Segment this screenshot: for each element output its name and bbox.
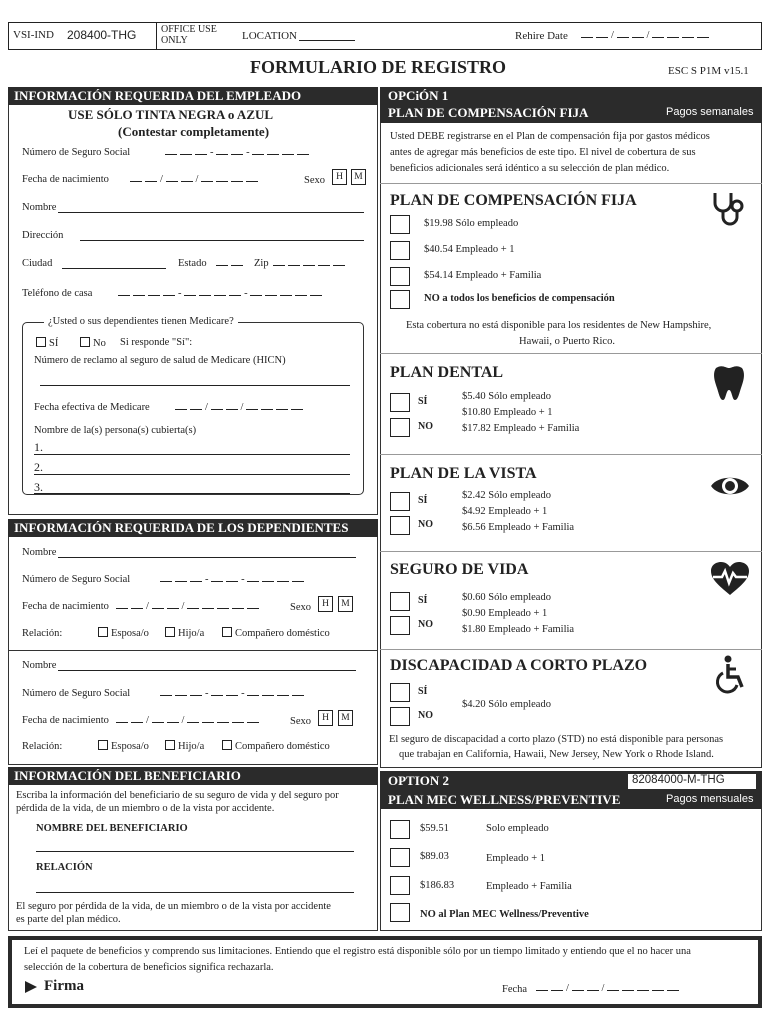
dep2-sex-m[interactable]: M xyxy=(338,710,353,726)
ink-instruction: USE SÓLO TINTA NEGRA o AZUL xyxy=(68,107,274,122)
option1-divider xyxy=(380,183,762,184)
option1-desc-3: beneficios adicionales será idéntico a su selección de plan médico. xyxy=(390,163,670,174)
location-label: LOCATION xyxy=(242,30,297,42)
fixed-plan-decline[interactable] xyxy=(390,290,410,309)
dep2-spouse[interactable] xyxy=(98,740,149,752)
dep1-sex-m[interactable]: M xyxy=(338,596,353,612)
std-yes[interactable] xyxy=(390,683,410,702)
employee-dob-label: Fecha de nacimiento xyxy=(22,174,109,185)
dep1-sex-h[interactable]: H xyxy=(318,596,333,612)
life-yes-label: SÍ xyxy=(418,595,428,606)
life-no-label: NO xyxy=(418,619,433,630)
mec-option-2[interactable] xyxy=(390,848,410,867)
mec-label-1: Solo empleado xyxy=(486,823,549,834)
dep2-child-label: Hijo/a xyxy=(178,741,205,752)
form-title: FORMULARIO DE REGISTRO xyxy=(250,57,507,77)
vsi-cell xyxy=(9,23,157,49)
medicare-hicn-label: Número de reclamo al seguro de salud de Medicare (HICN) xyxy=(34,355,286,366)
mec-price-3: $186.83 xyxy=(420,880,455,891)
office-only-label: ONLY xyxy=(161,35,188,46)
rehire-date-field[interactable]: / / xyxy=(581,29,712,41)
date-label: Fecha xyxy=(502,984,528,995)
fixed-divider xyxy=(380,353,762,354)
employee-zip-field[interactable] xyxy=(273,257,348,269)
beneficiary-relation-field[interactable] xyxy=(36,892,354,893)
std-no-label: NO xyxy=(418,710,433,721)
beneficiary-desc-1: Escriba la información del beneficiario de su seguro de vida y del seguro por xyxy=(16,790,339,801)
dep1-ssn-label: Número de Seguro Social xyxy=(22,574,131,585)
stethoscope-icon xyxy=(710,190,750,230)
beneficiary-relation-label: RELACIÓN xyxy=(36,862,93,873)
dental-title: PLAN DENTAL xyxy=(390,364,504,381)
employee-sex-h[interactable]: H xyxy=(332,169,347,185)
dep1-ssn-field[interactable]: - - xyxy=(160,573,307,585)
mec-decline-label: NO al Plan MEC Wellness/Preventive xyxy=(420,909,589,920)
beneficiary-name-field[interactable] xyxy=(36,851,354,852)
dep2-name-label: Nombre xyxy=(22,660,57,671)
dental-yes-label: SÍ xyxy=(418,396,428,407)
fixed-plan-option-1-label: $19.98 Sólo empleado xyxy=(424,218,519,229)
dep2-dob-label: Fecha de nacimiento xyxy=(22,715,109,726)
life-price-2: $0.90 Empleado + 1 xyxy=(462,608,548,619)
mec-label-3: Empleado + Familia xyxy=(486,881,572,892)
fixed-plan-option-3[interactable] xyxy=(390,267,410,286)
life-title: SEGURO DE VIDA xyxy=(390,561,529,578)
medicare-question: ¿Usted o sus dependientes tienen Medicare? xyxy=(44,316,238,327)
dependents-section xyxy=(8,537,378,765)
dep1-sexo-label: Sexo xyxy=(290,602,311,613)
rehire-label: Rehire Date xyxy=(515,30,568,42)
dep2-spouse-label: Esposa/o xyxy=(111,741,149,752)
dental-no-label: NO xyxy=(418,421,433,432)
vision-yes-label: SÍ xyxy=(418,495,428,506)
option2-bar xyxy=(380,771,762,809)
employee-bar: INFORMACIÓN REQUERIDA DEL EMPLEADO xyxy=(8,87,378,105)
employee-state-label: Estado xyxy=(178,258,207,269)
dep2-partner[interactable] xyxy=(222,740,330,752)
eye-icon xyxy=(710,472,750,500)
employee-address-label: Dirección xyxy=(22,230,64,241)
fixed-plan-title: PLAN DE COMPENSACIÓN FIJA xyxy=(390,192,637,209)
dep2-name-field[interactable] xyxy=(58,670,356,671)
employee-city-label: Ciudad xyxy=(22,258,53,269)
dental-price-1: $5.40 Sólo empleado xyxy=(462,391,551,402)
option1-desc-2: antes de agregar más beneficios de este tipo. El nivel de cobertura de sus xyxy=(390,147,696,158)
dependents-bar: INFORMACIÓN REQUERIDA DE LOS DEPENDIENTES xyxy=(8,519,378,537)
employee-name-label: Nombre xyxy=(22,202,57,213)
dep2-ssn-label: Número de Seguro Social xyxy=(22,688,131,699)
covered-person-1[interactable] xyxy=(34,454,350,455)
beneficiary-name-label: NOMBRE DEL BENEFICIARIO xyxy=(36,823,188,834)
employee-address-field[interactable] xyxy=(80,240,364,241)
dep2-ssn-field[interactable]: - - xyxy=(160,687,307,699)
beneficiary-note-1: El seguro por pérdida de la vida, de un miembro o de la vista por accidente xyxy=(16,901,331,912)
std-yes-label: SÍ xyxy=(418,686,428,697)
vision-price-3: $6.56 Empleado + Familia xyxy=(462,522,575,533)
signature-field[interactable] xyxy=(92,993,472,994)
beneficiary-bar: INFORMACIÓN DEL BENEFICIARIO xyxy=(8,767,378,785)
dep1-child[interactable] xyxy=(165,627,204,639)
covered-person-2[interactable] xyxy=(34,474,350,475)
beneficiary-note-2: es parte del plan médico. xyxy=(16,914,121,925)
medicare-effective-label: Fecha efectiva de Medicare xyxy=(34,402,150,413)
vision-price-1: $2.42 Sólo empleado xyxy=(462,490,551,501)
employee-dob-field[interactable]: / / xyxy=(130,173,261,185)
life-price-1: $0.60 Sólo empleado xyxy=(462,592,551,603)
life-yes[interactable] xyxy=(390,592,410,611)
employee-name-field[interactable] xyxy=(58,212,364,213)
employee-sexo-label: Sexo xyxy=(304,175,325,186)
fixed-plan-decline-label: NO a todos los beneficios de compensación xyxy=(424,293,615,304)
mec-option-1[interactable] xyxy=(390,820,410,839)
std-note-1: El seguro de discapacidad a corto plazo (STD) no está disponible para personas xyxy=(389,734,724,745)
medicare-covered-label: Nombre de la(s) persona(s) cubierta(s) xyxy=(34,425,197,436)
fixed-plan-note-2: Hawaii, o Puerto Rico. xyxy=(519,336,615,347)
covered-3-label: 3. xyxy=(34,480,43,494)
employee-ssn-field[interactable]: - - xyxy=(165,146,312,158)
mec-label-2: Empleado + 1 xyxy=(486,853,545,864)
life-no[interactable] xyxy=(390,616,410,635)
dental-yes[interactable] xyxy=(390,393,410,412)
medicare-no-label: No xyxy=(93,338,106,349)
dep1-spouse[interactable] xyxy=(98,627,149,639)
dep1-dob-field[interactable]: / / xyxy=(116,600,262,612)
dep1-dob-label: Fecha de nacimiento xyxy=(22,601,109,612)
fixed-plan-option-2-label: $40.54 Empleado + 1 xyxy=(424,244,515,255)
medicare-if-yes: Si responde "Sí": xyxy=(120,337,193,348)
mec-price-2: $89.03 xyxy=(420,851,449,862)
mec-price-1: $59.51 xyxy=(420,823,449,834)
std-title: DISCAPACIDAD A CORTO PLAZO xyxy=(390,657,648,674)
medicare-effective-field[interactable]: / / xyxy=(175,401,306,413)
employee-sex-m[interactable]: M xyxy=(351,169,366,185)
dep2-child[interactable] xyxy=(165,740,204,752)
covered-2-label: 2. xyxy=(34,460,43,474)
dep2-sexo-label: Sexo xyxy=(290,716,311,727)
vision-yes[interactable] xyxy=(390,492,410,511)
option1-title: PLAN DE COMPENSACIÓN FIJA xyxy=(388,105,589,120)
beneficiary-desc-2: pérdida de la vida, de un miembro o de la vista por accidente. xyxy=(16,803,275,814)
life-price-3: $1.80 Empleado + Familia xyxy=(462,624,575,635)
dep1-relation-label: Relación: xyxy=(22,628,63,639)
medicare-hicn-field[interactable] xyxy=(40,385,350,386)
date-field[interactable]: / / xyxy=(536,982,682,994)
dep1-name-label: Nombre xyxy=(22,547,57,558)
dep1-child-label: Hijo/a xyxy=(178,628,205,639)
employee-ssn-label: Número de Seguro Social xyxy=(22,147,131,158)
dep1-name-field[interactable] xyxy=(58,557,356,558)
dep2-partner-label: Compañero doméstico xyxy=(235,741,330,752)
dep1-spouse-label: Esposa/o xyxy=(111,628,149,639)
employee-city-field[interactable] xyxy=(62,268,166,269)
dependents-divider xyxy=(8,650,378,651)
vision-price-2: $4.92 Empleado + 1 xyxy=(462,506,548,517)
complete-instruction: (Contestar completamente) xyxy=(118,124,270,139)
mec-decline[interactable] xyxy=(390,903,410,922)
footer-text-1: Leí el paquete de beneficios y comprendo sus limitaciones. Entiendo que el registro está disponible sólo por un tiempo limitado y entiendo que el no hacer una xyxy=(24,946,691,957)
dental-price-2: $10.80 Empleado + 1 xyxy=(462,407,553,418)
option1-pay: Pagos semanales xyxy=(666,106,754,118)
wheelchair-icon xyxy=(714,655,748,695)
option1-bar xyxy=(380,87,762,123)
heart-pulse-icon xyxy=(710,561,750,597)
dental-divider xyxy=(380,454,762,455)
option1-label: OPCiÓN 1 xyxy=(388,88,449,103)
covered-1-label: 1. xyxy=(34,440,43,454)
play-arrow-icon xyxy=(24,980,38,994)
fixed-plan-option-1[interactable] xyxy=(390,215,410,234)
fixed-plan-note-1: Esta cobertura no está disponible para los residentes de New Hampshire, xyxy=(406,320,712,331)
header-code2: 208400-THG xyxy=(67,28,137,42)
fixed-plan-option-2[interactable] xyxy=(390,241,410,260)
dental-no[interactable] xyxy=(390,418,410,437)
option2-title: PLAN MEC WELLNESS/PREVENTIVE xyxy=(388,792,621,807)
form-code: ESC S P1M v15.1 xyxy=(668,65,749,77)
vision-no[interactable] xyxy=(390,516,410,535)
employee-state-field[interactable] xyxy=(216,257,246,269)
vision-title: PLAN DE LA VISTA xyxy=(390,465,537,482)
fixed-plan-option-3-label: $54.14 Empleado + Familia xyxy=(424,270,542,281)
employee-phone-label: Teléfono de casa xyxy=(22,288,93,299)
employee-zip-label: Zip xyxy=(254,258,269,269)
office-use-cell xyxy=(157,23,239,49)
vision-divider xyxy=(380,551,762,552)
header-bar xyxy=(8,22,762,50)
option2-pay: Pagos mensuales xyxy=(666,793,754,805)
vision-no-label: NO xyxy=(418,519,433,530)
employee-phone-field[interactable]: - - xyxy=(118,287,325,299)
dep2-relation-label: Relación: xyxy=(22,741,63,752)
medicare-yes-label: SÍ xyxy=(49,338,59,349)
std-no[interactable] xyxy=(390,707,410,726)
life-divider xyxy=(380,649,762,650)
signature-label: Firma xyxy=(44,978,84,994)
std-price-1: $4.20 Sólo empleado xyxy=(462,699,551,710)
dep2-sex-h[interactable]: H xyxy=(318,710,333,726)
footer-text-2: selección de la cobertura de beneficios significa rechazarla. xyxy=(24,962,274,973)
medicare-yes[interactable] xyxy=(36,337,58,349)
dental-price-3: $17.82 Empleado + Familia xyxy=(462,423,580,434)
option2-label: OPTION 2 xyxy=(388,773,450,788)
tooth-icon xyxy=(712,364,746,402)
location-field[interactable] xyxy=(299,40,355,41)
dep1-partner[interactable] xyxy=(222,627,330,639)
dep1-partner-label: Compañero doméstico xyxy=(235,628,330,639)
option2-code: 82084000-M-THG xyxy=(628,774,756,789)
covered-person-3[interactable] xyxy=(34,493,350,494)
std-note-2: que trabajan en California, Hawaii, New Jersey, New York o Rhode Island. xyxy=(399,749,714,760)
option1-desc-1: Usted DEBE registrarse en el Plan de compensación fija por gastos médicos xyxy=(390,131,710,142)
mec-option-3[interactable] xyxy=(390,876,410,895)
office-use-label: OFFICE USE xyxy=(161,24,217,35)
medicare-no[interactable] xyxy=(80,337,106,349)
header-code1: VSI-IND xyxy=(13,29,54,41)
dep2-dob-field[interactable]: / / xyxy=(116,714,262,726)
